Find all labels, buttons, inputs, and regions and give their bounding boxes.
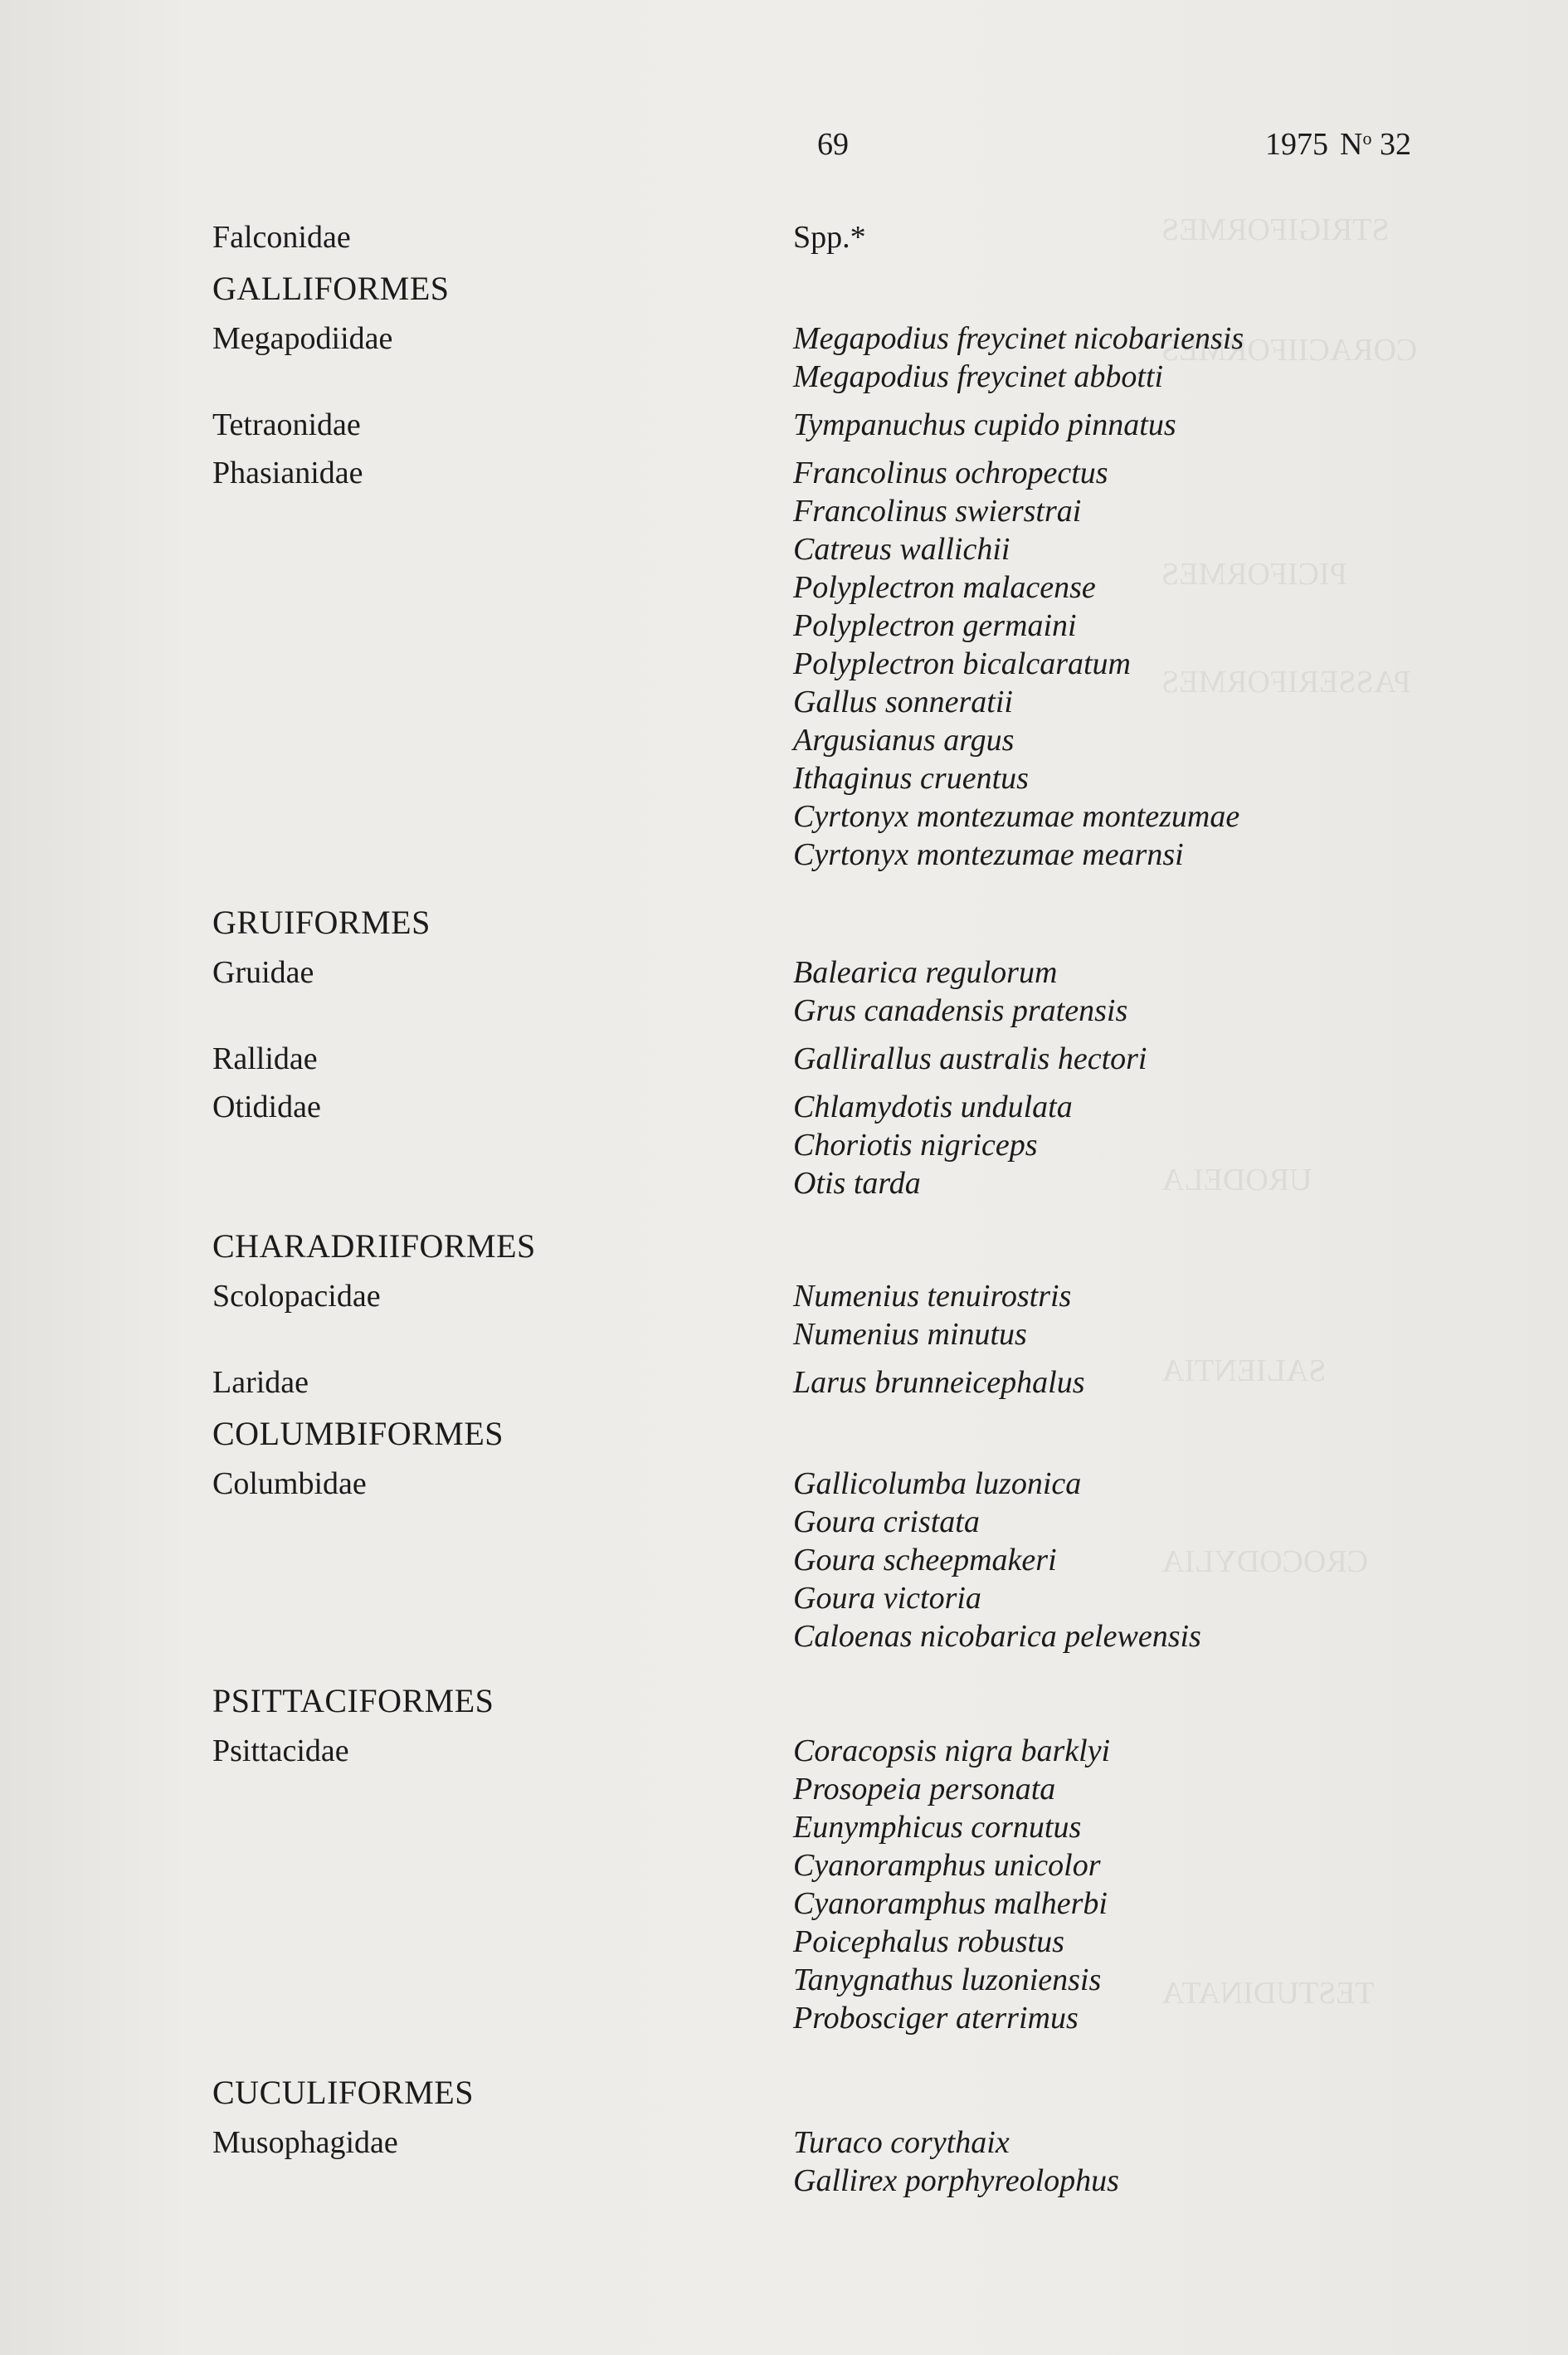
- species-list-cell: [793, 1732, 1110, 2037]
- species-name: Cyrtonyx montezumae mearnsi: [793, 837, 1184, 872]
- species-name: Larus brunneicephalus: [793, 1365, 1085, 1400]
- species-name: Caloenas nicobarica pelewensis: [793, 1619, 1201, 1654]
- family-row: [212, 1040, 1490, 1078]
- species-name: Prosopeia personata: [793, 1772, 1056, 1806]
- family-row: [212, 953, 1490, 1030]
- species-name: Gallicolumba luzonica: [793, 1466, 1082, 1501]
- order-section: [212, 1413, 1490, 1655]
- family-name: Gruidae: [212, 955, 314, 990]
- order-section: [212, 268, 1490, 874]
- order-heading: CUCULIFORMES: [212, 2074, 474, 2111]
- species-name: Argusianus argus: [793, 723, 1015, 758]
- species-list-cell: [793, 218, 866, 256]
- family-row: [212, 319, 1490, 396]
- family-row: [212, 1363, 1490, 1402]
- family-row: [212, 1088, 1490, 1202]
- species-name: Choriotis nigriceps: [793, 1128, 1038, 1163]
- species-name: Numenius minutus: [793, 1317, 1027, 1352]
- species-list: [212, 218, 1490, 2200]
- species-list-cell: [793, 1465, 1201, 1655]
- family-name: Musophagidae: [212, 2125, 398, 2160]
- family-name: Scolopacidae: [212, 1279, 381, 1314]
- species-name: Francolinus ochropectus: [793, 456, 1108, 490]
- order-heading: PSITTACIFORMES: [212, 1682, 494, 1719]
- family-name: Falconidae: [212, 220, 351, 255]
- issue-year: 1975: [1265, 127, 1328, 162]
- species-name: Grus canadensis pratensis: [793, 993, 1128, 1028]
- bleed-through-text: PICIFORMES: [1161, 557, 1347, 592]
- family-row: [212, 1277, 1490, 1353]
- species-list-cell: [793, 1040, 1147, 1078]
- issue-info: [1265, 126, 1411, 163]
- issue-number: 32: [1379, 127, 1411, 162]
- order-heading: GRUIFORMES: [212, 904, 431, 941]
- species-name: Polyplectron malacense: [793, 570, 1096, 605]
- bleed-through-text: TESTUDINATA: [1161, 1976, 1375, 2011]
- family-row: [212, 406, 1490, 444]
- family-name: Phasianidae: [212, 456, 363, 490]
- species-name: Goura victoria: [793, 1581, 981, 1616]
- species-name: Tanygnathus luzoniensis: [793, 1962, 1102, 1997]
- species-name: Polyplectron germaini: [793, 608, 1077, 643]
- order-section: [212, 2072, 1490, 2200]
- family-row: [212, 1465, 1490, 1655]
- species-list-cell: [793, 953, 1127, 1030]
- family-name: Rallidae: [212, 1041, 318, 1076]
- species-list-cell: [793, 1088, 1073, 1202]
- issue-number-label: $N^o$: [1340, 127, 1372, 162]
- species-name: Ithaginus cruentus: [793, 761, 1029, 796]
- species-name: Cyrtonyx montezumae montezumae: [793, 799, 1240, 834]
- species-name: Cyanoramphus malherbi: [793, 1886, 1108, 1921]
- family-row: [212, 454, 1490, 874]
- bleed-through-text: URODELA: [1161, 1163, 1312, 1197]
- family-row: [212, 218, 1490, 256]
- family-row: [212, 1732, 1490, 2037]
- species-list-cell: [793, 1277, 1071, 1353]
- species-name: Goura scheepmakeri: [793, 1543, 1057, 1577]
- species-name: Poicephalus robustus: [793, 1924, 1064, 1959]
- order-section: [212, 1226, 1490, 1402]
- order-heading: GALLIFORMES: [212, 270, 450, 307]
- family-name: Psittacidae: [212, 1733, 349, 1768]
- species-name: Catreus wallichii: [793, 532, 1010, 567]
- species-name: Cyanoramphus unicolor: [793, 1848, 1101, 1883]
- species-name: Gallirex porphyreolophus: [793, 2163, 1119, 2198]
- order-section: [212, 1680, 1490, 2037]
- species-list-cell: [793, 319, 1244, 396]
- bleed-through-text: CROCODYLIA: [1161, 1544, 1369, 1579]
- family-name: Megapodiidae: [212, 321, 393, 356]
- order-heading: COLUMBIFORMES: [212, 1415, 504, 1452]
- species-name: Goura cristata: [793, 1504, 980, 1539]
- species-name: Turaco corythaix: [793, 2125, 1010, 2160]
- species-name: Otis tarda: [793, 1166, 921, 1201]
- bleed-through-text: STRIGIFORMES: [1161, 212, 1390, 247]
- bleed-through-text: PASSERIFORMES: [1161, 665, 1411, 700]
- order-heading: CHARADRIIFORMES: [212, 1227, 536, 1265]
- species-name: Spp.*: [793, 220, 866, 255]
- order-section: [212, 902, 1490, 1202]
- species-name: Tympanuchus cupido pinnatus: [793, 407, 1176, 442]
- species-name: Chlamydotis undulata: [793, 1090, 1073, 1124]
- species-name: Numenius tenuirostris: [793, 1279, 1072, 1314]
- species-name: Eunymphicus cornutus: [793, 1810, 1082, 1845]
- species-name: Megapodius freycinet nicobariensis: [793, 321, 1244, 356]
- species-list-cell: [793, 454, 1239, 874]
- species-name: Megapodius freycinet abbotti: [793, 359, 1164, 394]
- bleed-through-text: CORACIIFORMES: [1161, 333, 1418, 368]
- species-name: Balearica regulorum: [793, 955, 1058, 990]
- species-name: Polyplectron bicalcaratum: [793, 646, 1131, 681]
- species-name: Francolinus swierstrai: [793, 494, 1082, 529]
- family-name: Tetraonidae: [212, 407, 361, 442]
- family-row: [212, 2123, 1490, 2200]
- species-list-cell: [793, 406, 1176, 444]
- species-name: Probosciger aterrimus: [793, 2001, 1079, 2036]
- order-section: [212, 218, 1490, 256]
- family-name: Columbidae: [212, 1466, 367, 1501]
- family-name: Otididae: [212, 1090, 321, 1124]
- bleed-through-text: SALIENTIA: [1161, 1353, 1327, 1388]
- page-number: 69: [817, 127, 849, 162]
- species-list-cell: [793, 2123, 1119, 2200]
- species-name: Coracopsis nigra barklyi: [793, 1733, 1111, 1768]
- species-list-cell: [793, 1363, 1085, 1402]
- family-name: Laridae: [212, 1365, 309, 1400]
- species-name: Gallirallus australis hectori: [793, 1041, 1147, 1076]
- species-name: Gallus sonneratii: [793, 685, 1013, 719]
